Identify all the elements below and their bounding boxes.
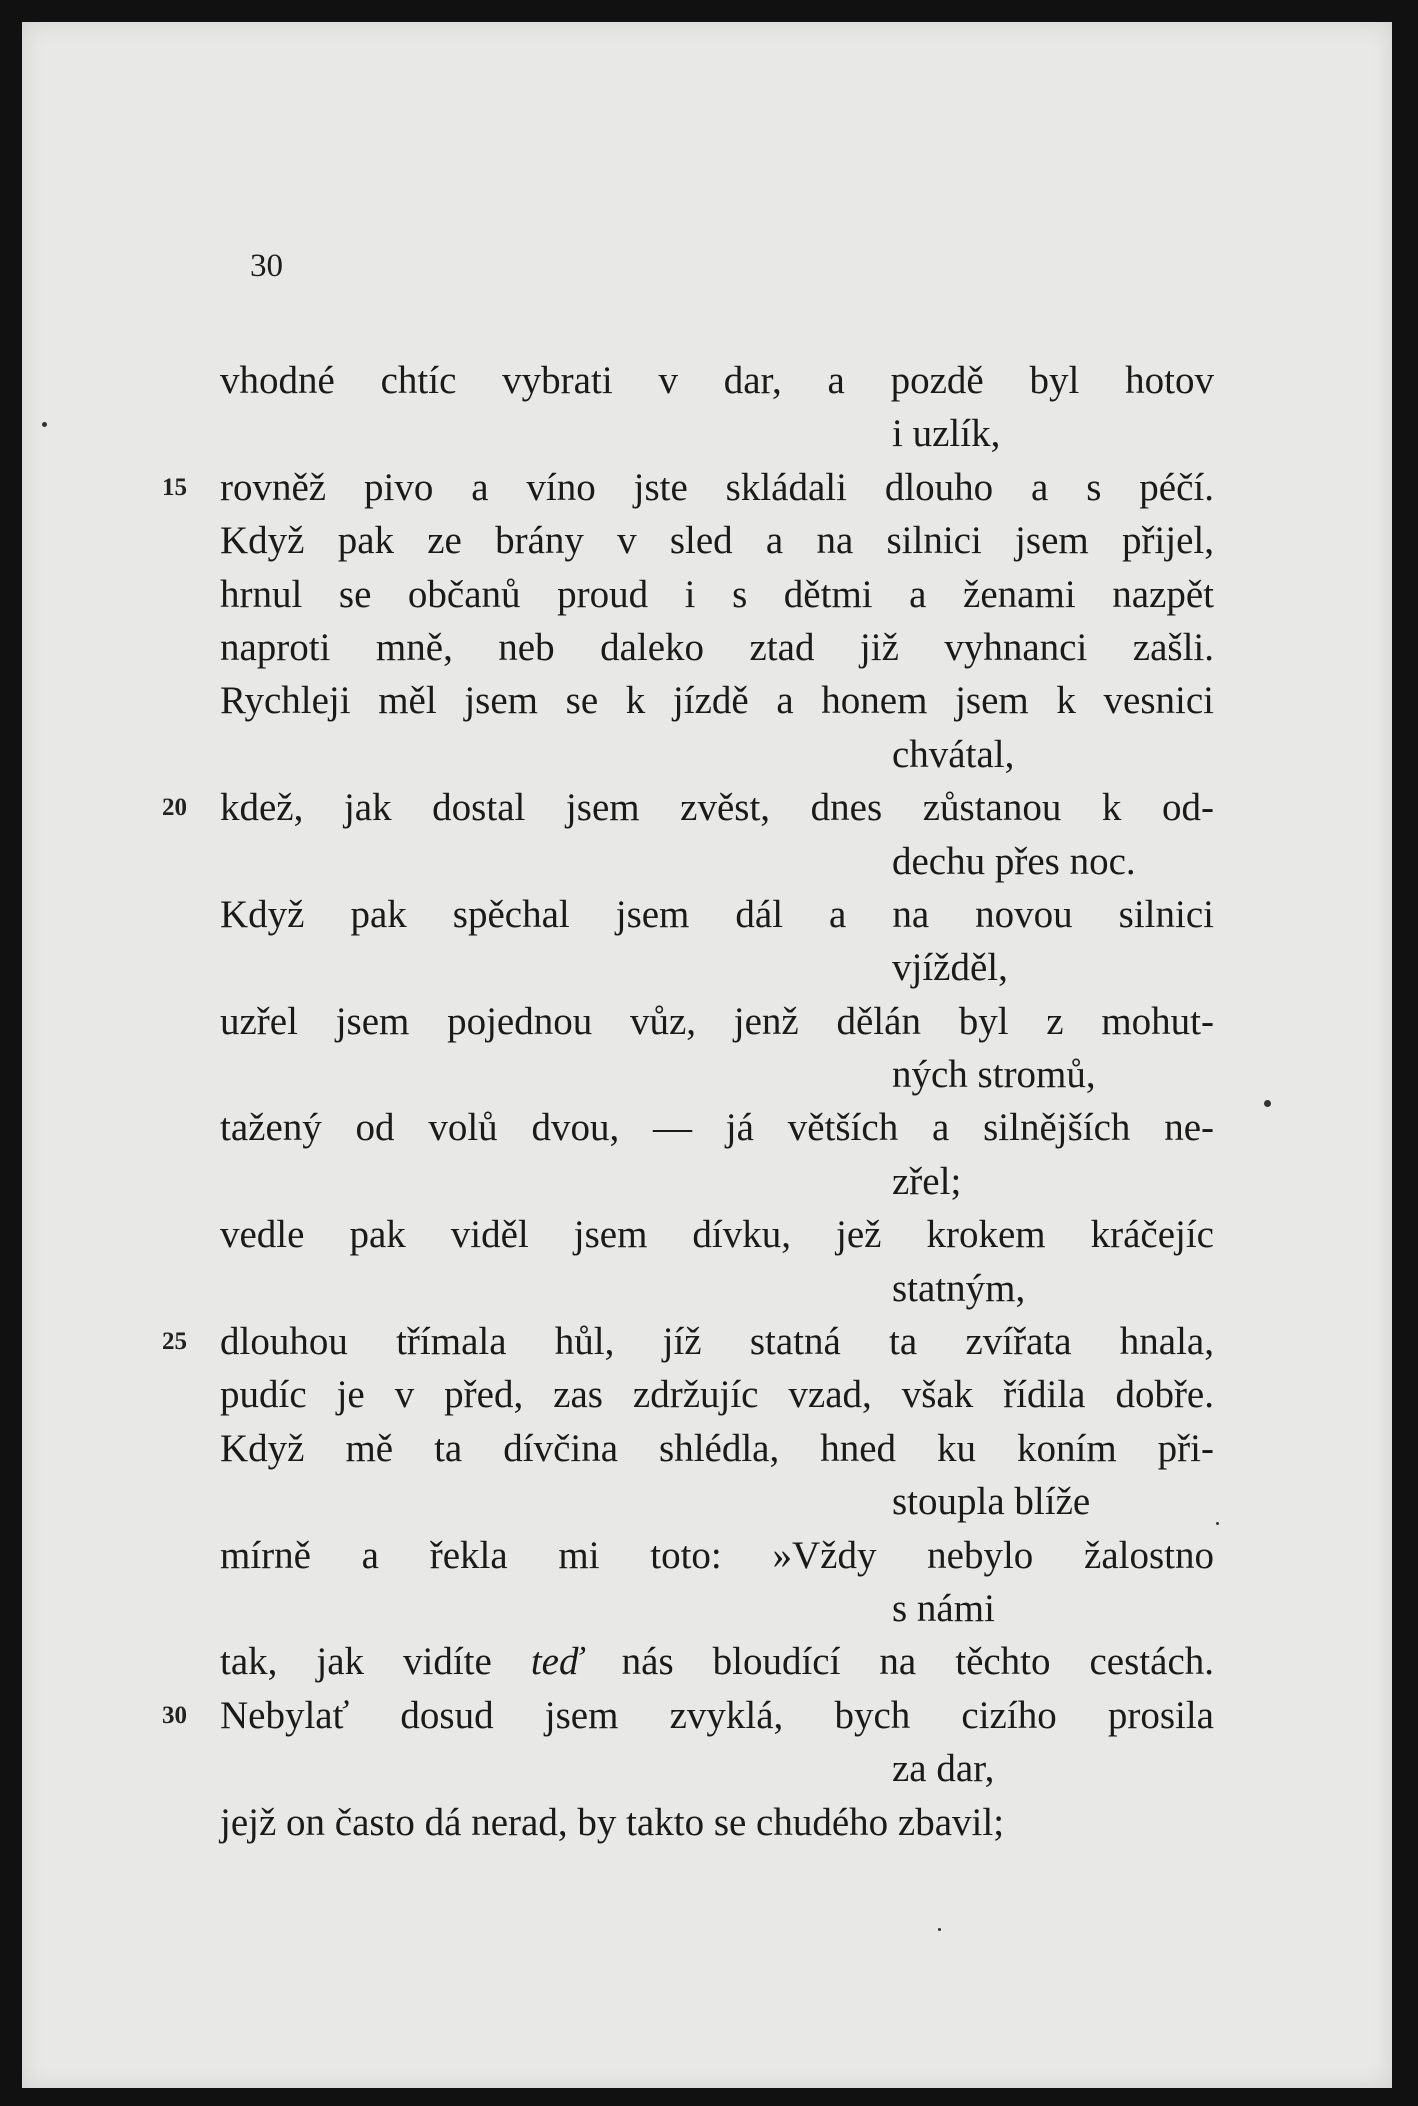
poem-line [22, 1529, 1392, 1582]
verse-text: jejž on často dá nerad, by takto se chudého zbavil; [220, 1800, 1005, 1844]
poem-line [22, 1101, 1392, 1154]
verse-text: mírně a řekla mi toto: »Vždy nebylo žalostno [220, 1533, 1214, 1577]
verse-number: 25 [162, 1328, 187, 1356]
verse-number: 15 [162, 473, 187, 501]
verse-text: Když pak ze brány v sled a na silnici jsem přijel, [220, 519, 1214, 563]
poem-line [22, 1315, 1392, 1368]
verse-text: rovněž pivo a víno jste skládali dlouho a s péčí. [220, 465, 1214, 509]
poem-line [22, 568, 1392, 621]
verse-continuation: dechu přes noc. [892, 839, 1136, 883]
poem-line [22, 1422, 1392, 1475]
verse-text: Nebylať dosud jsem zvyklá, bych cizího prosila [220, 1693, 1214, 1737]
verse-text: vhodné chtíc vybrati v dar, a pozdě byl hotov [220, 359, 1214, 402]
poem-line [22, 461, 1392, 514]
scan-speck [1264, 1100, 1271, 1107]
poem-line [22, 1208, 1392, 1261]
poem-line [22, 621, 1392, 674]
verse-text: pudíc je v před, zas zdržujíc vzad, však řídila dobře. [220, 1373, 1214, 1417]
poem-line [22, 995, 1392, 1048]
scan-speck [1216, 1522, 1219, 1525]
poem-line [22, 1742, 1392, 1795]
poem-line [22, 1582, 1392, 1635]
poem-line [22, 354, 1392, 407]
verse-continuation: zřel; [892, 1159, 962, 1203]
verse-number: 30 [162, 1701, 187, 1729]
verse-text: vedle pak viděl jsem dívku, jež krokem kráčejíc [220, 1213, 1214, 1257]
verse-text: tažený od volů dvou, — já větších a silnějších ne- [220, 1106, 1214, 1150]
poem-line [22, 1796, 1392, 1849]
verse-text: naproti mně, neb daleko ztad již vyhnanci zašli. [220, 625, 1214, 669]
poem-line [22, 1048, 1392, 1101]
poem-line [22, 781, 1392, 834]
poem-line [22, 941, 1392, 994]
verse-text-part: tak, jak vidíte [220, 1640, 492, 1684]
verse-text: dlouhou třímala hůl, jíž statná ta zvířata hnala, [220, 1320, 1214, 1364]
verse-continuation: i uzlík, [892, 412, 1001, 456]
poem-line [22, 674, 1392, 727]
verse-text: Rychleji měl jsem se k jízdě a honem jsem k vesnici [220, 679, 1214, 723]
verse-continuation: stoupla blíže [892, 1480, 1091, 1524]
book-page [22, 22, 1392, 2088]
verse-number: 20 [162, 794, 187, 822]
verse-text: Když mě ta dívčina shlédla, hned ku koním při- [220, 1426, 1214, 1470]
poem-line [22, 1368, 1392, 1421]
verse-continuation: chvátal, [892, 732, 1015, 776]
verse-continuation: vjížděl, [892, 946, 1008, 990]
verse-text-part: nás bloudící na těchto cestách. [621, 1640, 1215, 1684]
verse-text: hrnul se občanů proud i s dětmi a ženami nazpět [220, 572, 1214, 616]
scan-speck [42, 422, 47, 427]
poem-line [22, 728, 1392, 781]
poem-line [22, 1155, 1392, 1208]
verse-text [220, 1635, 1214, 1688]
verse-text: kdež, jak dostal jsem zvěst, dnes zůstanou k od- [220, 786, 1214, 830]
scan-speck [938, 1928, 941, 1931]
poem-line [22, 888, 1392, 941]
verse-continuation: s námi [892, 1586, 995, 1630]
poem-line [22, 1262, 1392, 1315]
poem-line [22, 514, 1392, 567]
poem-line [22, 835, 1392, 888]
verse-continuation: statným, [892, 1266, 1026, 1310]
poem-line [22, 1689, 1392, 1742]
emphasized-word: teď [530, 1640, 583, 1684]
poem-line [22, 1635, 1392, 1688]
poem-text-block [22, 354, 1392, 1849]
verse-text: uzřel jsem pojednou vůz, jenž dělán byl z mohut- [220, 999, 1214, 1043]
page-number: 30 [250, 248, 283, 284]
poem-line [22, 1475, 1392, 1528]
verse-continuation: ných stromů, [892, 1053, 1096, 1097]
verse-text: Když pak spěchal jsem dál a na novou silnici [220, 892, 1214, 936]
poem-line [22, 407, 1392, 460]
verse-continuation: za dar, [892, 1747, 995, 1791]
